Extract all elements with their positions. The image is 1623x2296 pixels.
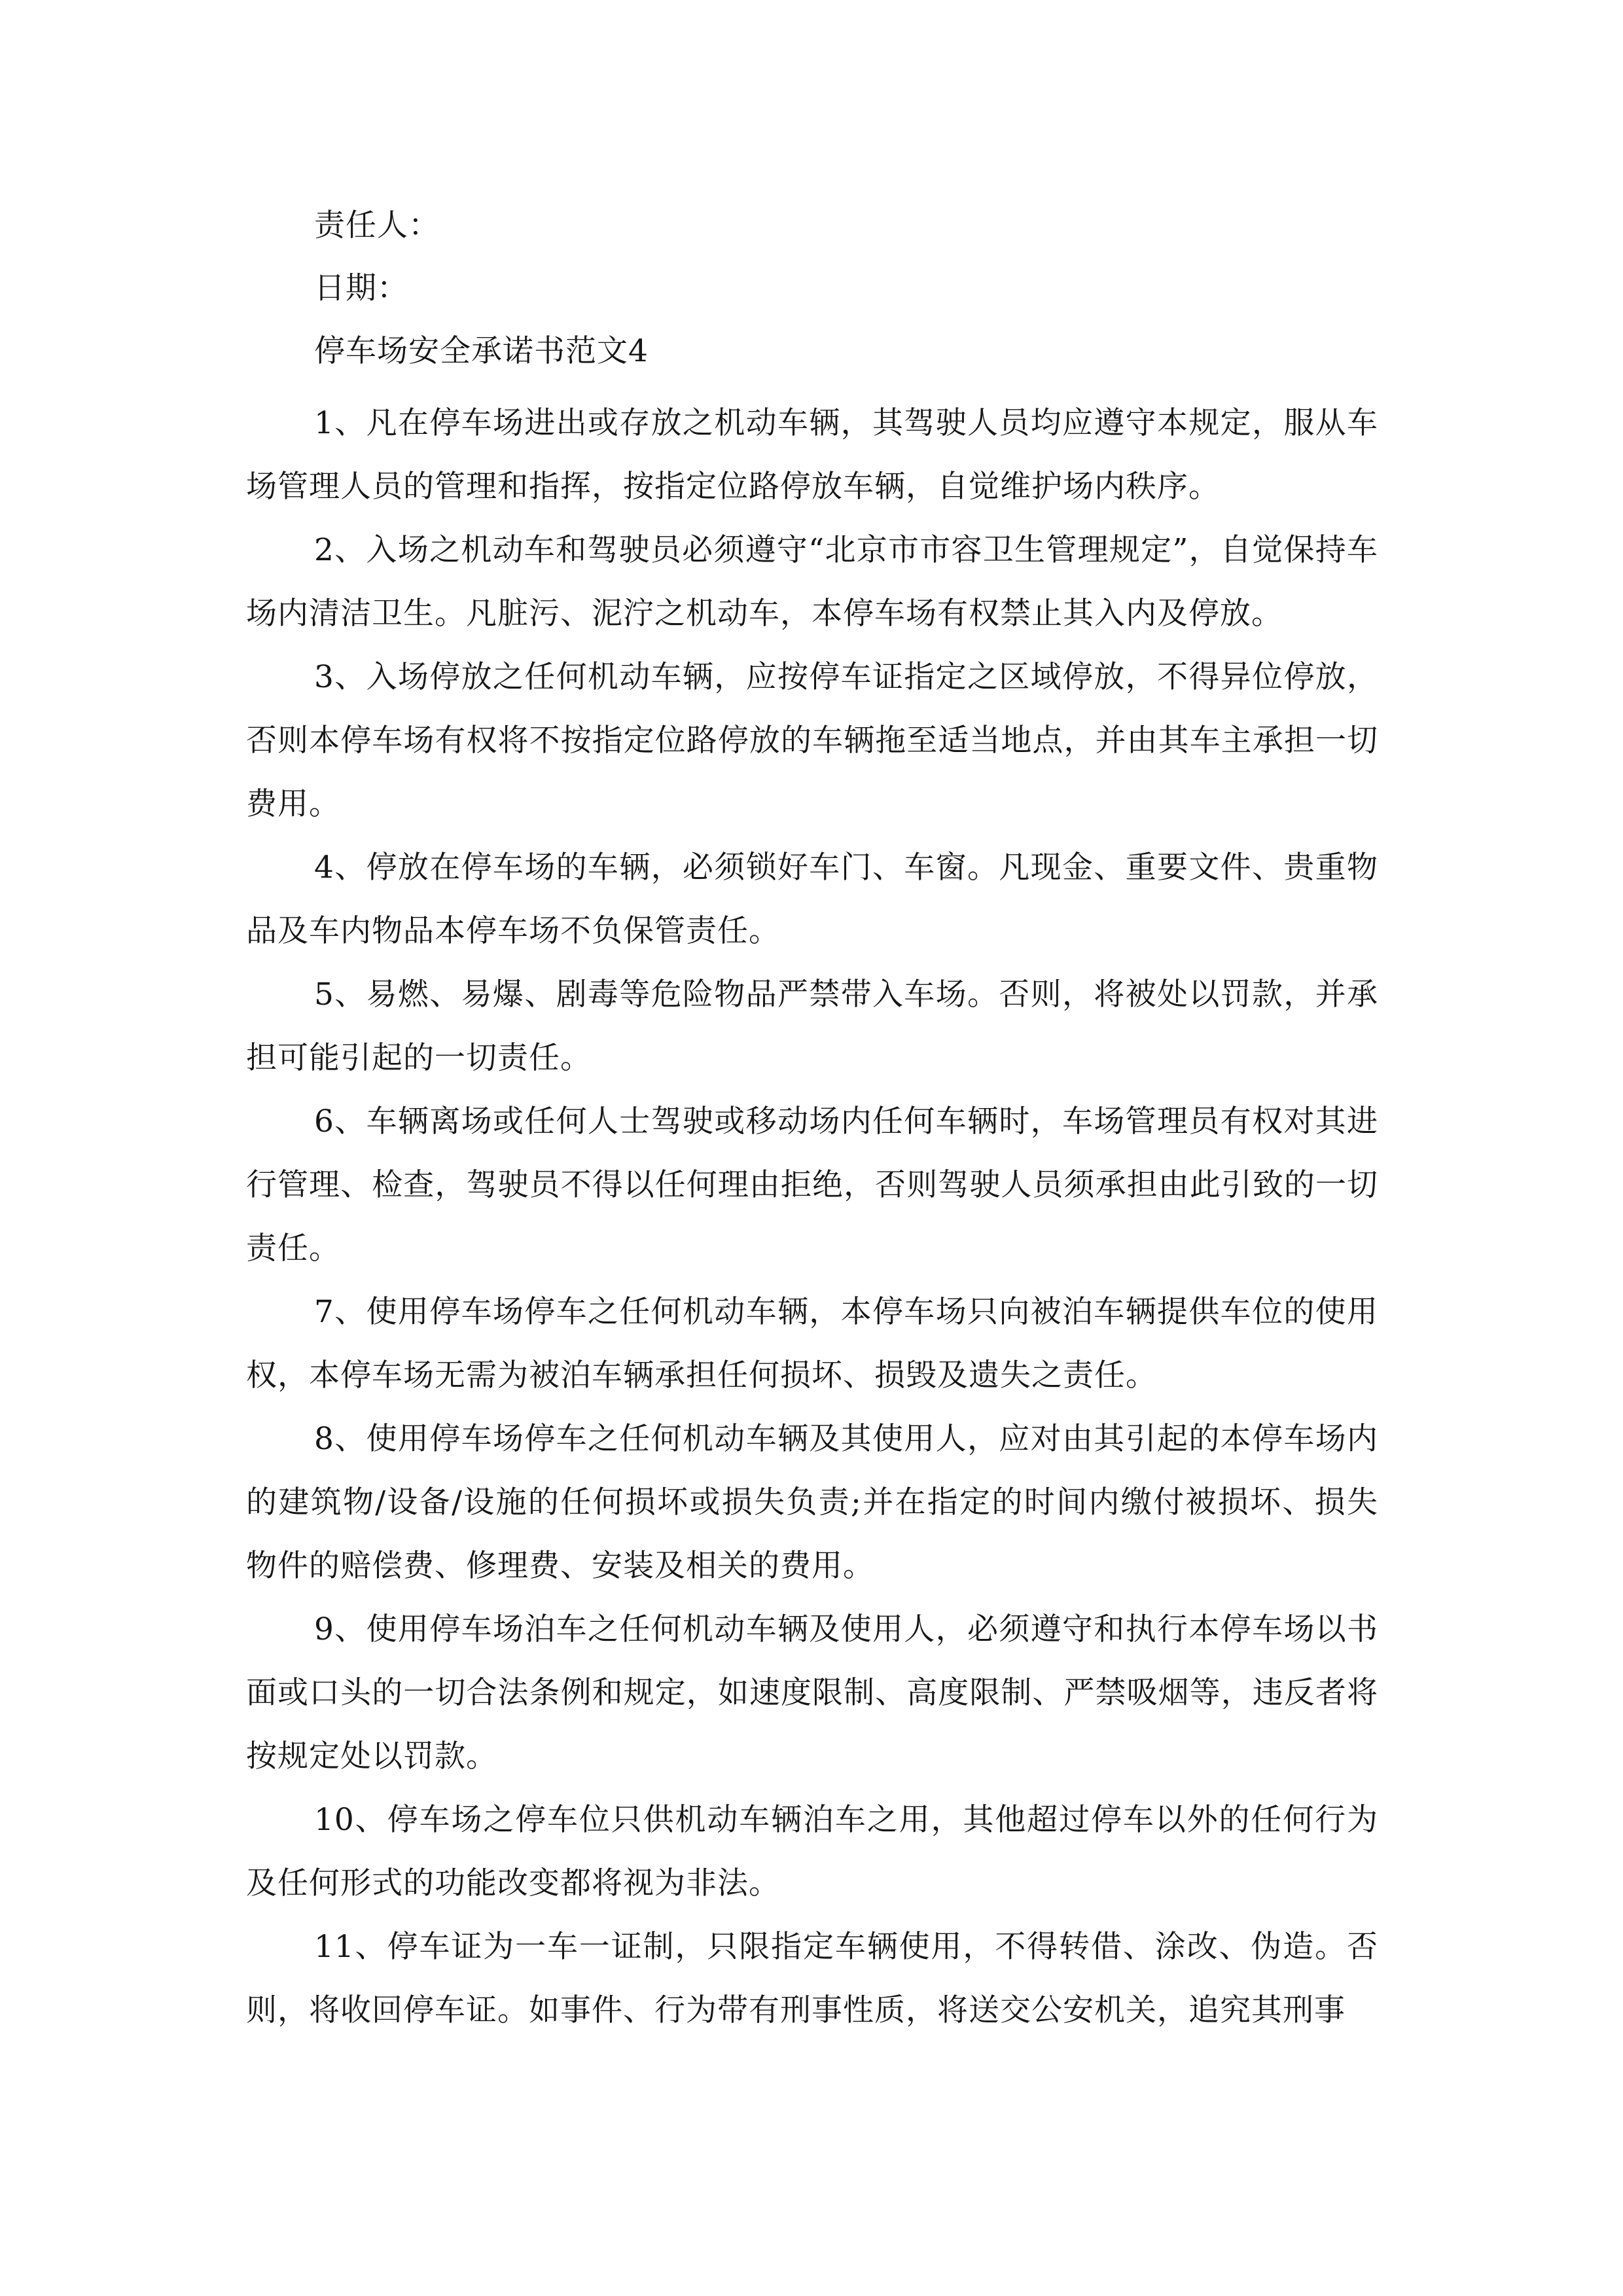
paragraph-11: 11、停车证为一车一证制，只限指定车辆使用，不得转借、涂改、伪造。否则，将收回停车证。如事件、行为带有刑事性质，将送交公安机关，追究其刑事 (246, 1929, 1378, 2028)
document-body (246, 203, 1378, 2042)
paragraph-7: 7、使用停车场停车之任何机动车辆，本停车场只向被泊车辆提供车位的使用权，本停车场无需为被泊车辆承担任何损坏、损毁及遗失之责任。 (246, 1294, 1378, 1393)
date-label: 日期： (314, 270, 408, 306)
document-title: 停车场安全承诺书范文4 (314, 333, 649, 369)
paragraph-6: 6、车辆离场或任何人士驾驶或移动场内任何车辆时，车场管理员有权对其进行管理、检查，驾驶员不得以任何理由拒绝，否则驾驶人员须承担由此引致的一切责任。 (246, 1103, 1378, 1266)
paragraph-3: 3、入场停放之任何机动车辆，应按停车证指定之区域停放，不得异位停放，否则本停车场有权将不按指定位路停放的车辆拖至适当地点，并由其车主承担一切费用。 (246, 659, 1378, 822)
paragraph-5: 5、易燃、易爆、剧毒等危险物品严禁带入车场。否则，将被处以罚款，并承担可能引起的一切责任。 (246, 977, 1378, 1076)
paragraph-8: 8、使用停车场停车之任何机动车辆及其使用人，应对由其引起的本停车场内的建筑物/设备/设施的任何损坏或损失负责;并在指定的时间内缴付被损坏、损失物件的赔偿费、修理费、安装及相关的费用。 (246, 1421, 1378, 1584)
paragraph-10: 10、停车场之停车位只供机动车辆泊车之用，其他超过停车以外的任何行为及任何形式的功能改变都将视为非法。 (246, 1802, 1378, 1901)
paragraph-9: 9、使用停车场泊车之任何机动车辆及使用人，必须遵守和执行本停车场以书面或口头的一切合法条例和规定，如速度限制、高度限制、严禁吸烟等，违反者将按规定处以罚款。 (246, 1611, 1378, 1774)
paragraph-4: 4、停放在停车场的车辆，必须锁好车门、车窗。凡现金、重要文件、贵重物品及车内物品本停车场不负保管责任。 (246, 850, 1378, 949)
responsible-person-label: 责任人： (314, 207, 440, 243)
paragraph-1: 1、凡在停车场进出或存放之机动车辆，其驾驶人员均应遵守本规定，服从车场管理人员的管理和指挥，按指定位路停放车辆，自觉维护场内秩序。 (246, 405, 1378, 505)
paragraph-2: 2、入场之机动车和驾驶员必须遵守“北京市市容卫生管理规定”，自觉保持车场内清洁卫生。凡脏污、泥泞之机动车，本停车场有权禁止其入内及停放。 (246, 532, 1378, 632)
